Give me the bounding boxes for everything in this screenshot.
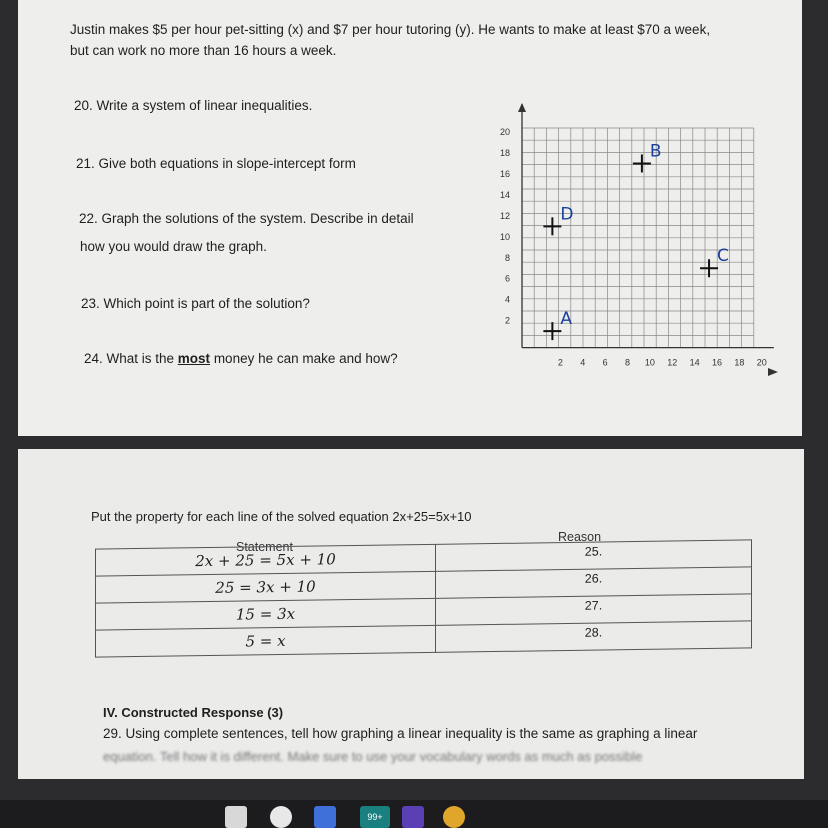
y-tick-label: 16 (499, 168, 510, 179)
question-23: 23. Which point is part of the solution? (81, 296, 310, 311)
chrome-icon[interactable] (443, 806, 465, 828)
taskbar (0, 800, 828, 828)
point-label: C (717, 246, 729, 267)
properties-title: Put the property for each line of the solved equation 2x+25=5x+10 (91, 509, 472, 524)
statement-header: Statement (236, 540, 293, 554)
problem-card (18, 0, 802, 436)
constructed-response-cut-line: equation. Tell how it is different. Make sure to use your vocabulary words as much as possible (103, 749, 643, 764)
question-21: 21. Give both equations in slope-intercept form (76, 156, 356, 171)
question-24-bold: most (177, 351, 211, 366)
x-axis-arrow (768, 368, 778, 376)
y-tick-label: 20 (499, 127, 510, 137)
statement-cell: 15 = 3x (96, 598, 436, 630)
x-tick-label: 14 (689, 357, 700, 368)
question-24 (84, 351, 398, 366)
y-tick-label: 6 (504, 273, 510, 284)
point-label: D (560, 204, 574, 225)
problem-line-2: but can work no more than 16 hours a week. (70, 43, 337, 58)
question-20: 20. Write a system of linear inequalities. (74, 98, 313, 113)
app-icon[interactable] (314, 806, 336, 828)
y-axis-arrow (518, 103, 526, 112)
statement-cell: 2x + 25 = 5x + 10 (96, 544, 436, 576)
properties-card (18, 449, 804, 779)
point-label: B (649, 141, 662, 162)
point-label: A (560, 309, 573, 330)
app-icon[interactable] (402, 806, 424, 828)
reason-cell[interactable]: 25. (436, 540, 752, 571)
constructed-response-question: 29. Using complete sentences, tell how graphing a linear inequality is the same as graphing a linear (103, 726, 698, 741)
x-tick-label: 8 (625, 357, 631, 368)
statement-cell: 25 = 3x + 10 (96, 571, 436, 603)
x-tick-label: 10 (644, 357, 655, 368)
app-icon[interactable] (225, 806, 247, 828)
reason-cell[interactable]: 28. (436, 621, 752, 652)
question-24-suffix: money he can make and how? (210, 351, 398, 366)
x-tick-label: 12 (667, 357, 678, 368)
reason-cell[interactable]: 27. (436, 594, 752, 625)
statement-cell: 5 = x (96, 625, 436, 657)
notification-badge[interactable]: 99+ (360, 806, 390, 828)
y-tick-label: 18 (499, 147, 510, 158)
x-tick-label: 6 (602, 357, 608, 368)
reason-cell[interactable]: 26. (436, 567, 752, 598)
y-tick-label: 12 (499, 210, 510, 221)
question-24-prefix: 24. What is the (84, 351, 178, 366)
x-tick-label: 2 (557, 357, 563, 368)
y-tick-label: 4 (504, 294, 510, 305)
y-tick-label: 14 (499, 189, 510, 200)
proof-table (95, 539, 752, 657)
question-22: 22. Graph the solutions of the system. Describe in detail (79, 211, 414, 226)
x-tick-label: 16 (712, 357, 723, 368)
y-tick-label: 8 (504, 252, 510, 263)
problem-line-1: Justin makes $5 per hour pet-sitting (x) and $7 per hour tutoring (y). He wants to make at least $70 a week, (70, 22, 711, 37)
coordinate-graph (480, 100, 790, 400)
x-tick-label: 4 (580, 357, 586, 368)
y-tick-label: 10 (499, 231, 510, 242)
reason-header: Reason (558, 530, 602, 544)
y-tick-label: 2 (504, 315, 510, 326)
x-tick-label: 18 (734, 357, 745, 368)
app-icon[interactable] (270, 806, 292, 828)
constructed-response-heading: IV. Constructed Response (3) (103, 705, 284, 720)
question-22-continued: how you would draw the graph. (80, 239, 267, 254)
x-tick-label: 20 (756, 357, 767, 368)
